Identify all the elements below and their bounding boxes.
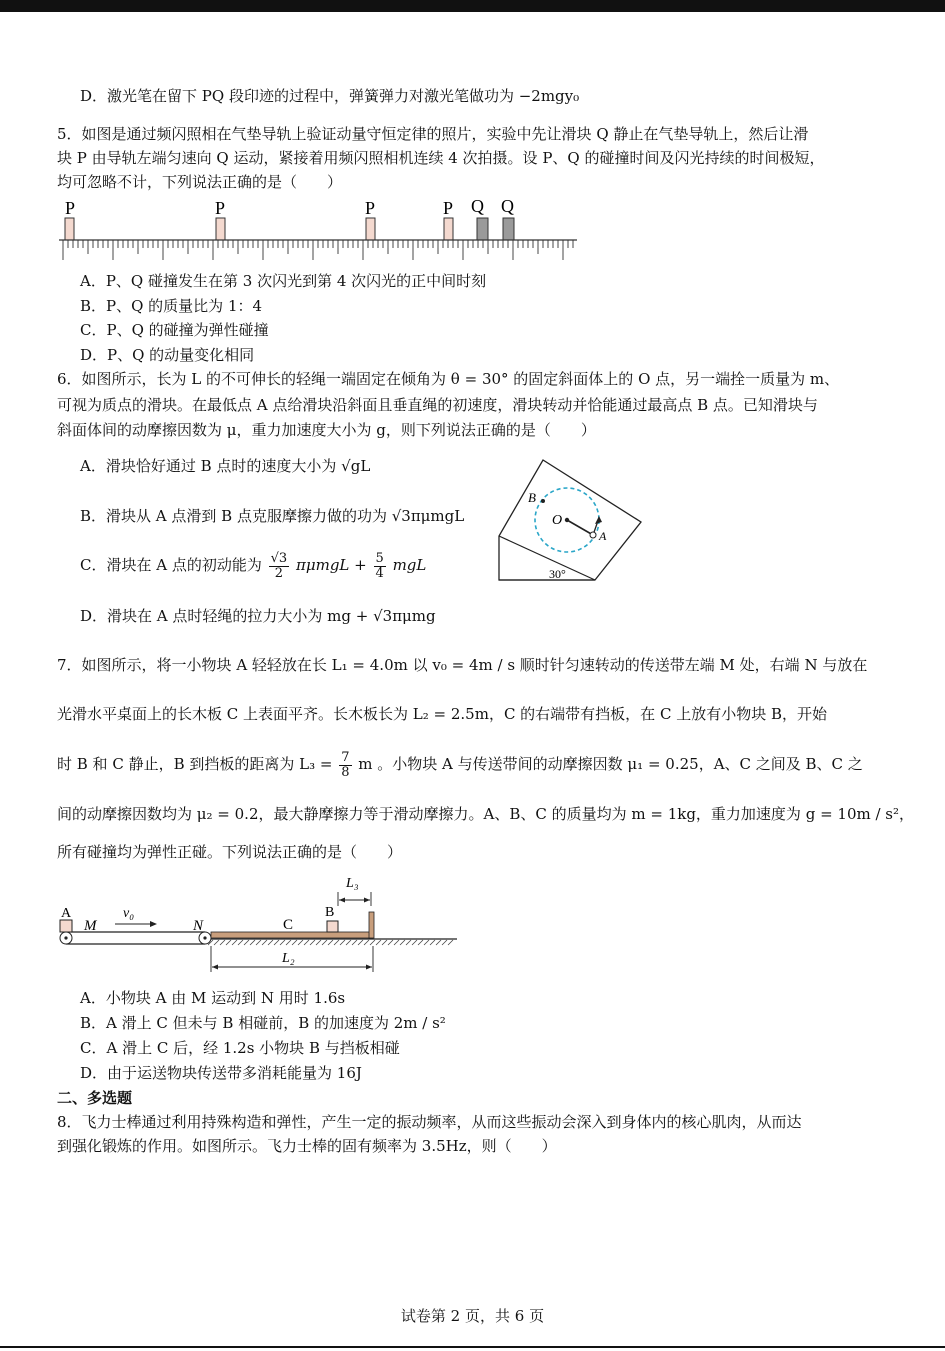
q5-block-p4 [444, 218, 453, 240]
q5-option-d: D．P、Q 的动量变化相同 [80, 346, 255, 364]
q5-option-c: C．P、Q 的碰撞为弹性碰撞 [80, 321, 269, 339]
q6-stem-line2: 可视为质点的滑块。在最低点 A 点给滑块沿斜面且垂直绳的初速度，滑块转动并恰能通过最高点 B 点。已知滑块与 [57, 396, 818, 414]
hatch-line [232, 940, 237, 945]
hatch-line [268, 940, 273, 945]
hatch-line [358, 940, 363, 945]
hatch-line [334, 940, 339, 945]
hatch-line [280, 940, 285, 945]
hatch-line [286, 940, 291, 945]
hatch-line [364, 940, 369, 945]
q7-label-l2: L₂ [282, 951, 295, 966]
q5-block-q2 [503, 218, 514, 240]
q5-block-p1 [65, 218, 74, 240]
hatch-line [436, 940, 441, 945]
q7-stem-line5: 所有碰撞均为弹性正碰。下列说法正确的是（ ） [57, 843, 403, 861]
q7-option-a: A．小物块 A 由 M 运动到 N 用时 1.6s [80, 989, 346, 1007]
q6-angle-label: 30° [549, 567, 566, 581]
q7-label-n: N [193, 918, 204, 934]
q7-option-b: B．A 滑上 C 但未与 B 相碰前，B 的加速度为 2m / s² [80, 1014, 446, 1032]
q6-option-c-frac1-den: 2 [274, 565, 284, 581]
q6-label-o: O [552, 513, 563, 528]
hatch-line [340, 940, 345, 945]
q6-stem-line3: 斜面体间的动摩擦因数为 μ，重力加速度大小为 g，则下列说法正确的是（ ） [57, 421, 596, 439]
hatch-line [256, 940, 261, 945]
q6-point-o [565, 518, 569, 522]
q7-l3-frac-den: 8 [341, 764, 350, 780]
hatch-line [352, 940, 357, 945]
q5-label-p2: P [215, 198, 226, 218]
q8-stem-line2: 到强化锻炼的作用。如图所示。飞力士棒的固有频率为 3.5Hz，则（ ） [57, 1137, 557, 1155]
q5-block-q1 [477, 218, 488, 240]
page-footer: 试卷第 2 页，共 6 页 [400, 1307, 545, 1325]
hatch-line [238, 940, 243, 945]
hatch-line [226, 940, 231, 945]
q7-board-stop [369, 912, 374, 938]
q5-label-q1: Q [471, 196, 484, 216]
q6-option-c-frac1 [269, 552, 290, 581]
q6-option-a: A．滑块恰好通过 B 点时的速度大小为 √gL [80, 457, 371, 475]
hatch-line [346, 940, 351, 945]
q6-option-c-prefix: C．滑块在 A 点的初动能为 [80, 556, 262, 574]
q7-block-b [327, 921, 338, 932]
q6-option-c-suffix: mgL [392, 556, 427, 574]
q6-option-c-frac2 [374, 552, 386, 581]
hatch-line [412, 940, 417, 945]
q7-stem-line3 [57, 746, 863, 782]
q6-option-c-frac1-num: √3 [270, 550, 288, 566]
q6-point-b [541, 499, 545, 503]
q7-label-c: C [283, 917, 294, 933]
q6-incline-figure [495, 458, 645, 584]
hatch-line [382, 940, 387, 945]
q5-option-a: A．P、Q 碰撞发生在第 3 次闪光到第 4 次闪光的正中间时刻 [80, 272, 487, 290]
q6-option-b: B．滑块从 A 点滑到 B 点克服摩擦力做的功为 √3πμmgL [80, 507, 465, 525]
hatch-line [430, 940, 435, 945]
q4-option-d: D．激光笔在留下 PQ 段印迹的过程中，弹簧弹力对激光笔做功为 −2mgy₀ [80, 87, 580, 105]
hatch-line [448, 940, 453, 945]
q6-point-a [590, 532, 596, 538]
hatch-line [292, 940, 297, 945]
q5-block-p3 [366, 218, 375, 240]
hatch-line [442, 940, 447, 945]
q6-stem-line1: 6．如图所示，长为 L 的不可伸长的轻绳一端固定在倾角为 θ = 30° 的固定斜面体上的 O 点，另一端拴一质量为 m、 [57, 370, 840, 388]
hatch-line [388, 940, 393, 945]
hatch-line [322, 940, 327, 945]
section-multiple-choice-heading: 二、多选题 [57, 1089, 133, 1107]
q7-stem-line2: 光滑水平桌面上的长木板 C 上表面平齐。长木板长为 L₂ = 2.5m，C 的右端带有挡板，在 C 上放有小物块 B，开始 [57, 705, 827, 723]
hatch-line [376, 940, 381, 945]
q5-label-p1: P [65, 198, 76, 218]
q5-label-p4: P [443, 198, 454, 218]
q7-l3-frac-num: 7 [341, 749, 350, 765]
q6-option-c-mid: πμmgL + [295, 556, 367, 574]
q7-label-m: M [84, 918, 97, 934]
hatch-line [406, 940, 411, 945]
q7-label-b: B [325, 905, 335, 920]
q7-stem-line3-prefix: 时 B 和 C 静止，B 到挡板的距离为 L₃ = [57, 755, 333, 773]
hatch-line [250, 940, 255, 945]
q6-option-c-frac2-den: 4 [375, 565, 384, 581]
q5-stem-line1: 5．如图是通过频闪照相在气垫导轨上验证动量守恒定律的照片，实验中先让滑块 Q 静止在气垫导轨上，然后让滑 [57, 125, 809, 143]
q7-table-hatch [208, 940, 453, 945]
q5-airtrack-figure [55, 194, 585, 266]
q7-stem-line1: 7．如图所示，将一小物块 A 轻轻放在长 L₁ = 4.0m 以 v₀ = 4m / s 顺时针匀速转动的传送带左端 M 处，右端 N 与放在 [57, 656, 868, 674]
bottom-border [0, 1346, 945, 1348]
q5-option-b: B．P、Q 的质量比为 1：4 [80, 297, 263, 315]
q6-label-b: B [528, 490, 536, 505]
hatch-line [370, 940, 375, 945]
hatch-line [394, 940, 399, 945]
q6-label-a: A [599, 529, 607, 543]
hatch-line [298, 940, 303, 945]
q6-incline-plane [499, 460, 641, 580]
q6-option-d: D．滑块在 A 点时轻绳的拉力大小为 mg + √3πμmg [80, 607, 436, 625]
q7-option-c: C．A 滑上 C 后，经 1.2s 小物块 B 与挡板相碰 [80, 1039, 400, 1057]
q7-stem-line4: 间的动摩擦因数均为 μ₂ = 0.2，最大静摩擦力等于滑动摩擦力。A、B、C 的质量均为 m = 1kg，重力加速度为 g = 10m / s²， [57, 805, 915, 823]
hatch-line [328, 940, 333, 945]
hatch-line [274, 940, 279, 945]
q8-stem-line1: 8．飞力士棒通过利用持殊构造和弹性，产生一定的振动频率，从而这些振动会深入到身体内的核心肌肉，从而达 [57, 1113, 802, 1131]
q7-option-d: D．由于运送物块传送带多消耗能量为 16J [80, 1064, 362, 1082]
q7-stem-line3-suffix: m 。小物块 A 与传送带间的动摩擦因数 μ₁ = 0.25，A、C 之间及 B、C 之 [358, 755, 863, 773]
q5-stem-line2: 块 P 由导轨左端匀速向 Q 运动，紧接着用频闪照相机连续 4 次拍摄。设 P、Q 的碰撞时间及闪光持续的时间极短， [57, 149, 825, 167]
q7-conveyor-figure [55, 870, 465, 976]
q5-label-p3: P [365, 198, 376, 218]
hatch-line [304, 940, 309, 945]
q5-stem-line3: 均可忽略不计，下列说法正确的是（ ） [57, 173, 343, 191]
hatch-line [214, 940, 219, 945]
top-border [0, 0, 945, 12]
q5-block-p2 [216, 218, 225, 240]
q6-option-c [80, 548, 426, 582]
hatch-line [424, 940, 429, 945]
hatch-line [220, 940, 225, 945]
hatch-line [316, 940, 321, 945]
q5-ruler-ticks [63, 240, 573, 260]
hatch-line [262, 940, 267, 945]
q7-label-l3: L₃ [346, 876, 359, 891]
q7-label-a: A [61, 906, 72, 921]
q5-label-q2: Q [501, 196, 514, 216]
hatch-line [244, 940, 249, 945]
hatch-line [400, 940, 405, 945]
hatch-line [418, 940, 423, 945]
q7-l3-frac [339, 751, 351, 780]
hatch-line [310, 940, 315, 945]
q7-label-v0: v₀ [123, 906, 135, 921]
q7-block-a [60, 920, 72, 932]
q6-option-c-frac2-num: 5 [375, 550, 384, 566]
